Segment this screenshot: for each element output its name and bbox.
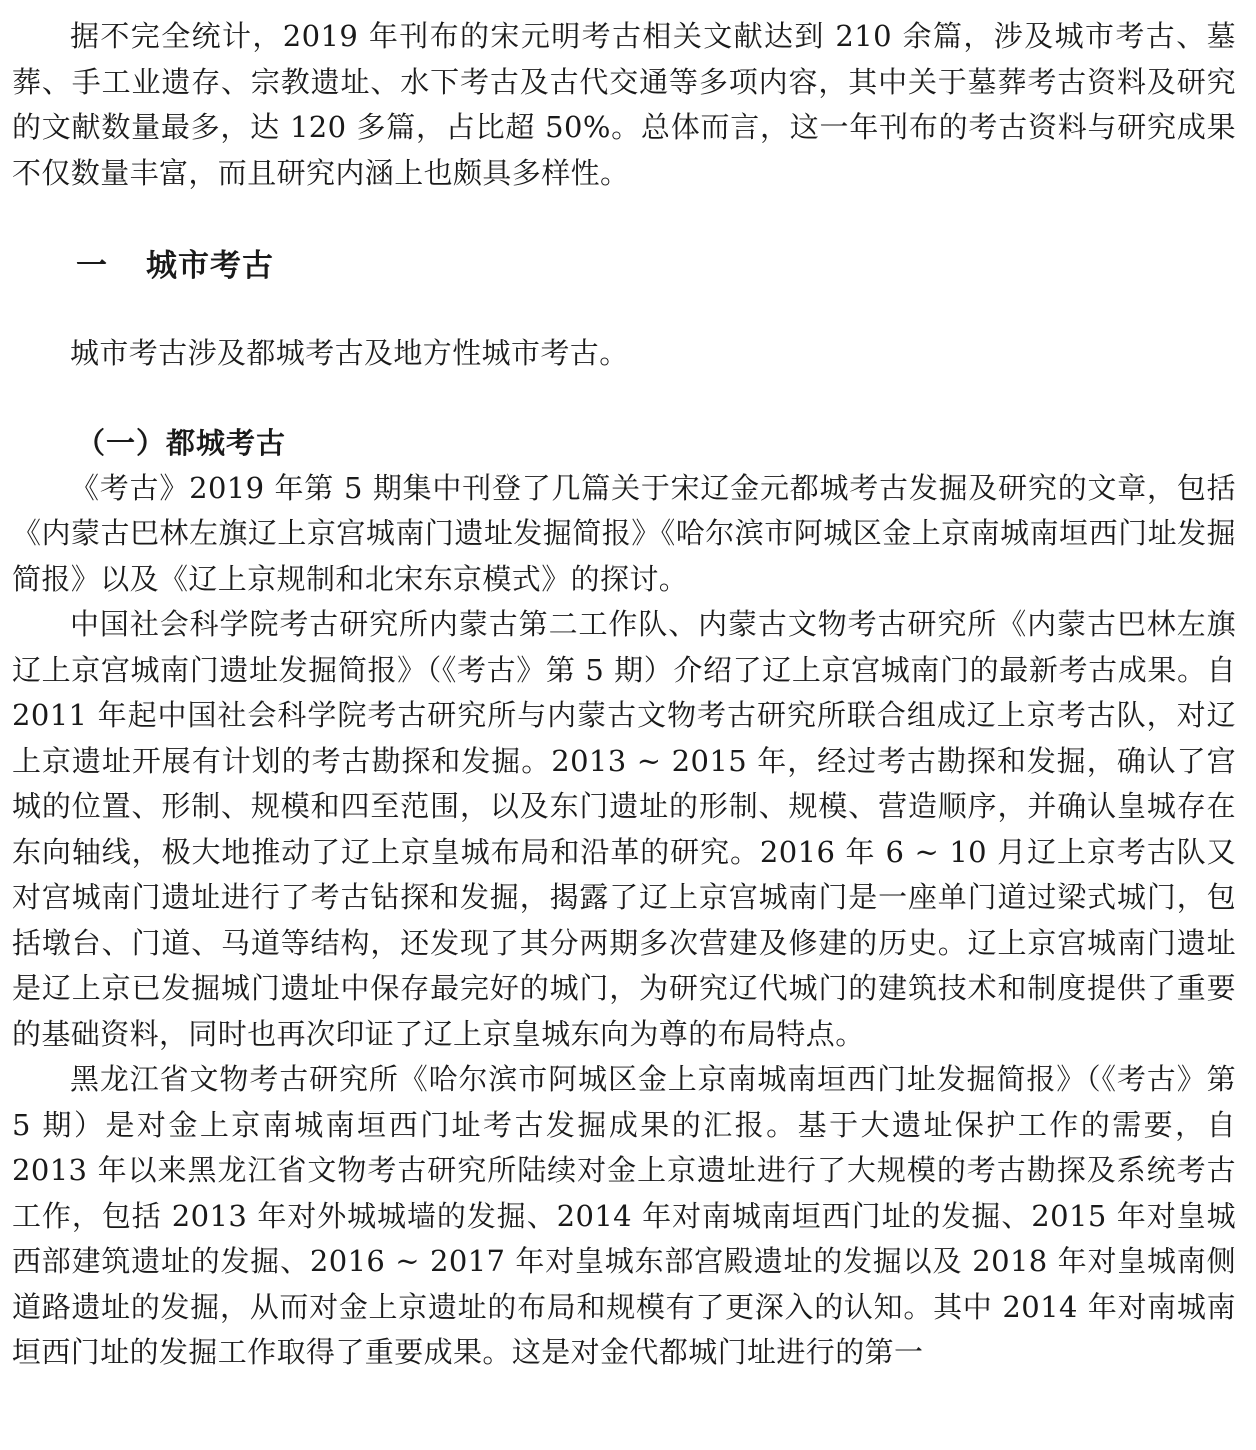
spacer xyxy=(12,377,1236,421)
section-number: 一 xyxy=(76,248,108,284)
intro-paragraph: 据不完全统计，2019 年刊布的宋元明考古相关文献达到 210 余篇，涉及城市考古、墓葬、手工业遗存、宗教遗址、水下考古及古代交通等多项内容，其中关于墓葬考古资料及研究的文献数量最多，达 120 多篇，占比超 50%。总体而言，这一年刊布的考古资料与研究成果不仅数量丰富，而且研究内涵上也颇具多样性。 xyxy=(12,19,1236,190)
section-heading xyxy=(12,244,1236,289)
spacer xyxy=(12,196,1236,244)
subsection-heading: （一）都城考古 xyxy=(76,425,287,460)
body-paragraph-2: 中国社会科学院考古研究所内蒙古第二工作队、内蒙古文物考古研究所《内蒙古巴林左旗辽上京宫城南门遗址发掘简报》（《考古》第 5 期）介绍了辽上京宫城南门的最新考古成果。自 2011 年起中国社会科学院考古研究所与内蒙古文物考古研究所联合组成辽上京考古队，对辽上京遗址开展有计划的考古勘探和发掘。2013 ~ 2015 年，经过考古勘探和发掘，确认了宫城的位置、形制、规模和四至范围，以及东门遗址的形制、规模、营造顺序，并确认皇城存在东向轴线，极大地推动了辽上京皇城布局和沿革的研究。2016 年 6 ~ 10 月辽上京考古队又对宫城南门遗址进行了考古钻探和发掘，揭露了辽上京宫城南门是一座单门道过梁式城门，包括墩台、门道、马道等结构，还发现了其分两期多次营建及修建的历史。辽上京宫城南门遗址是辽上京已发掘城门遗址中保存最完好的城门，为研究辽代城门的建筑技术和制度提供了重要的基础资料，同时也再次印证了辽上京皇城东向为尊的布局特点。 xyxy=(12,607,1236,1051)
section-title: 城市考古 xyxy=(146,248,274,284)
body-paragraph-1: 《考古》2019 年第 5 期集中刊登了几篇关于宋辽金元都城考古发掘及研究的文章，包括《内蒙古巴林左旗辽上京宫城南门遗址发掘简报》《哈尔滨市阿城区金上京南城南垣西门址发掘简报》以及《辽上京规制和北宋东京模式》的探讨。 xyxy=(12,470,1236,596)
spacer xyxy=(12,289,1236,331)
document-page xyxy=(12,14,1236,1376)
body-paragraph-3: 黑龙江省文物考古研究所《哈尔滨市阿城区金上京南城南垣西门址发掘简报》（《考古》第 5 期）是对金上京南城南垣西门址考古发掘成果的汇报。基于大遗址保护工作的需要，自 2013 年以来黑龙江省文物考古研究所陆续对金上京遗址进行了大规模的考古勘探及系统考古工作，包括 2013 年对外城城墙的发掘、2014 年对南城南垣西门址的发掘、2015 年对皇城西部建筑遗址的发掘、2016 ~ 2017 年对皇城东部宫殿遗址的发掘以及 2018 年对皇城南侧道路遗址的发掘，从而对金上京遗址的布局和规模有了更深入的认知。其中 2014 年对南城南垣西门址的发掘工作取得了重要成果。这是对金代都城门址进行的第一 xyxy=(12,1062,1236,1369)
section-intro-paragraph: 城市考古涉及都城考古及地方性城市考古。 xyxy=(70,336,629,370)
